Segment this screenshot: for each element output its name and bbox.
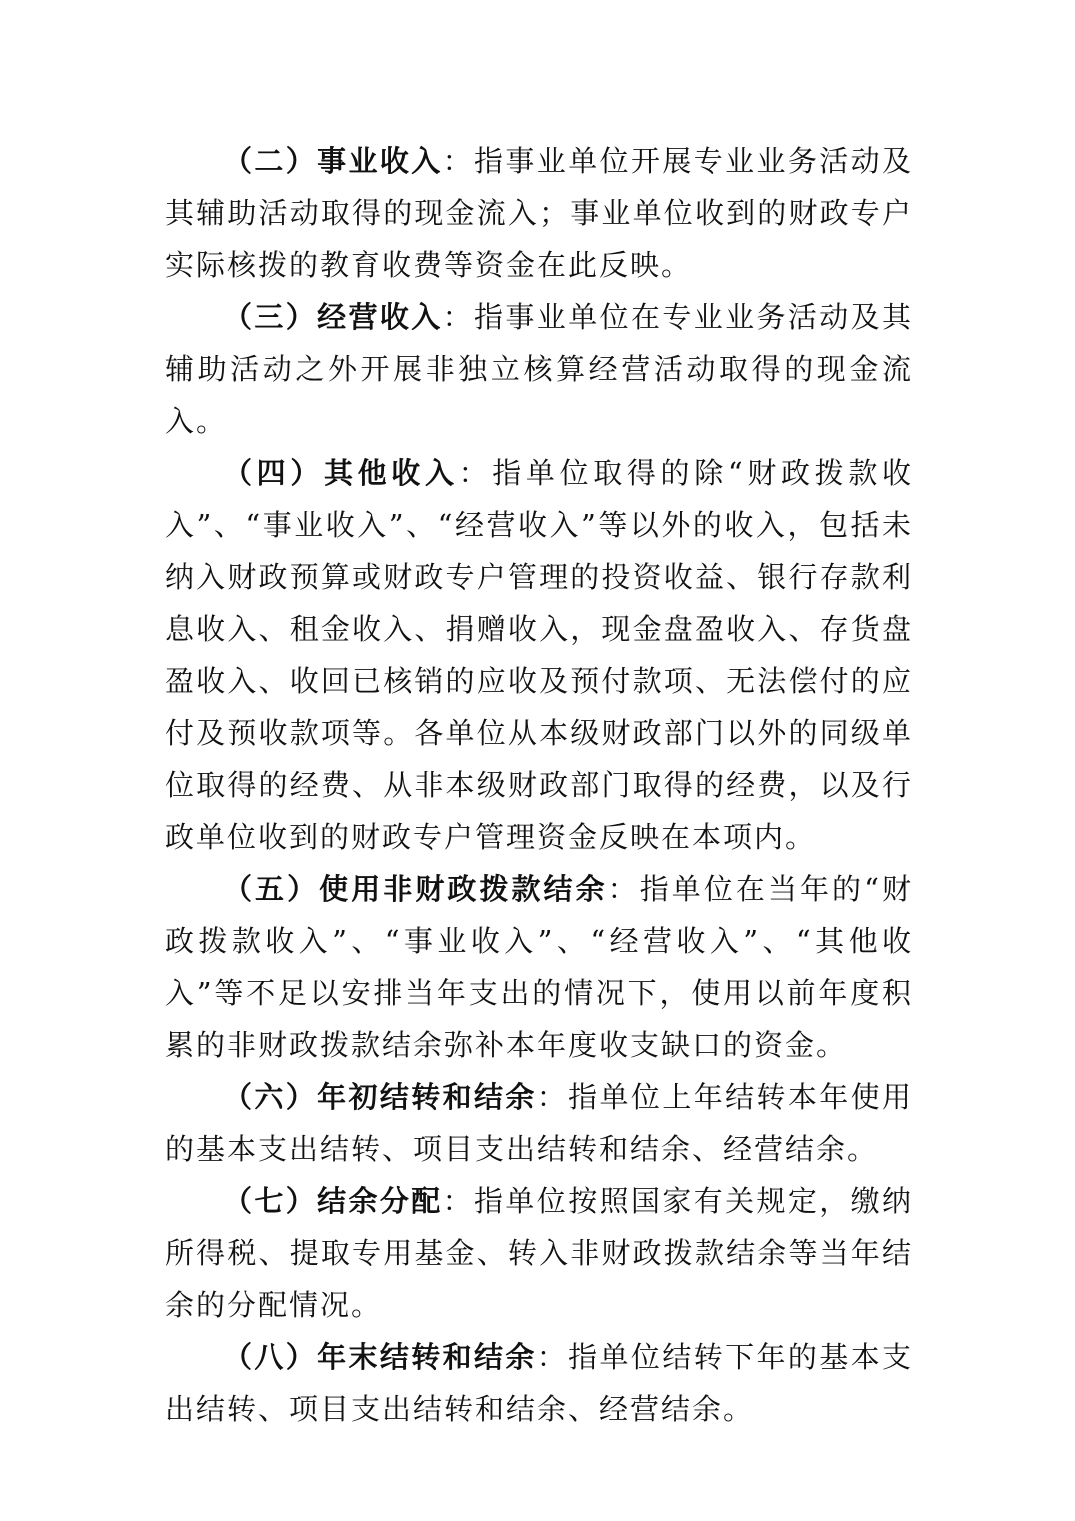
paragraph-opening-carryover (165, 1071, 913, 1175)
paragraph-heading: （七）结余分配 (223, 1184, 443, 1218)
paragraph-use-of-non-fiscal-surplus (165, 863, 913, 1071)
paragraph-text: ：指单位取得的除“财政拨款收入”、“事业收入”、“经营收入”等以外的收入，包括未纳入财政预算或财政专户管理的投资收益、银行存款利息收入、租金收入、捐赠收入，现金盘盈收入、存货盘盈收入、收回已核销的应收及预付款项、无法偿付的应付及预收款项等。各单位从本级财政部门以外的同级单位取得的经费、从非本级财政部门取得的经费，以及行政单位收到的财政专户管理资金反映在本项内。 (165, 456, 913, 854)
paragraph-heading: （三）经营收入 (223, 300, 443, 334)
paragraph-heading: （八）年末结转和结余 (223, 1340, 537, 1374)
paragraph-heading: （二）事业收入 (223, 144, 443, 178)
paragraph-heading: （四）其他收入 (223, 456, 459, 490)
paragraph-operating-income (165, 291, 913, 447)
paragraph-other-income (165, 447, 913, 863)
paragraph-surplus-distribution (165, 1175, 913, 1331)
paragraph-text: ：指单位上年结转本年使用的基本支出结转、项目支出结转和结余、经营结余。 (165, 1080, 913, 1166)
paragraph-business-income (165, 135, 913, 291)
paragraph-heading: （五）使用非财政拨款结余 (223, 872, 608, 906)
document-body (165, 135, 913, 1435)
paragraph-text: ：指单位结转下年的基本支出结转、项目支出结转和结余、经营结余。 (165, 1340, 913, 1426)
paragraph-text: ：指单位按照国家有关规定，缴纳所得税、提取专用基金、转入非财政拨款结余等当年结余的分配情况。 (165, 1184, 913, 1322)
paragraph-heading: （六）年初结转和结余 (223, 1080, 537, 1114)
paragraph-closing-carryover (165, 1331, 913, 1435)
paragraph-text: ：指单位在当年的“财政拨款收入”、“事业收入”、“经营收入”、“其他收入”等不足以安排当年支出的情况下，使用以前年度积累的非财政拨款结余弥补本年度收支缺口的资金。 (165, 872, 913, 1062)
paragraph-text: ：指事业单位在专业业务活动及其辅助活动之外开展非独立核算经营活动取得的现金流入。 (165, 300, 913, 438)
paragraph-text: ：指事业单位开展专业业务活动及其辅助活动取得的现金流入；事业单位收到的财政专户实际核拨的教育收费等资金在此反映。 (165, 144, 913, 282)
